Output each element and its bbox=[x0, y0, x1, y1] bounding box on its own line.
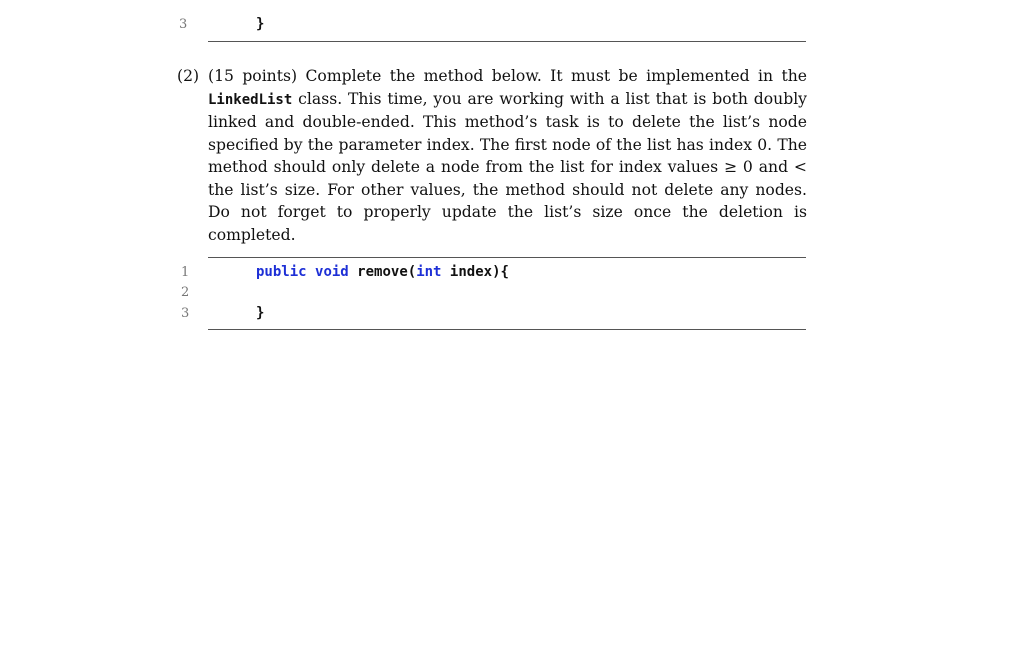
top-closing-brace: } bbox=[256, 16, 265, 32]
question-text bbox=[208, 65, 807, 246]
top-divider-rule bbox=[208, 41, 806, 42]
class-name-linkedlist: LinkedList bbox=[208, 91, 293, 108]
question-2 bbox=[177, 65, 807, 246]
question-text-part2: class. This time, you are working with a list that is both doubly linked and double-ended. This method’s task is to delete the list’s node specified by the parameter index. The first node of the list has index 0. The method should only delete a node from the list for index values ≥ 0 and < the list’s size. For other values, the method should not delete any nodes. Do not forget to properly update the list’s size once the deletion is completed. bbox=[208, 89, 807, 244]
code-line-number-1: 1 bbox=[181, 265, 190, 280]
question-text-part1: Complete the method below. It must be implemented in the bbox=[305, 67, 807, 85]
method-name-remove: remove( bbox=[357, 264, 417, 280]
question-points: (15 points) bbox=[208, 67, 298, 85]
keyword-public: public bbox=[256, 264, 307, 280]
keyword-int: int bbox=[416, 264, 442, 280]
code-line-number-3: 3 bbox=[181, 306, 190, 321]
code-line-number-2: 2 bbox=[181, 285, 190, 300]
keyword-void: void bbox=[315, 264, 349, 280]
question-number: (2) bbox=[177, 67, 200, 85]
code-line-1 bbox=[256, 264, 509, 280]
top-line-number-3: 3 bbox=[179, 17, 188, 32]
parameter-index: index){ bbox=[449, 264, 509, 280]
code-block-bottom-rule bbox=[208, 329, 806, 330]
code-block-top-rule bbox=[208, 257, 806, 258]
code-line-3-closing-brace: } bbox=[256, 305, 265, 321]
